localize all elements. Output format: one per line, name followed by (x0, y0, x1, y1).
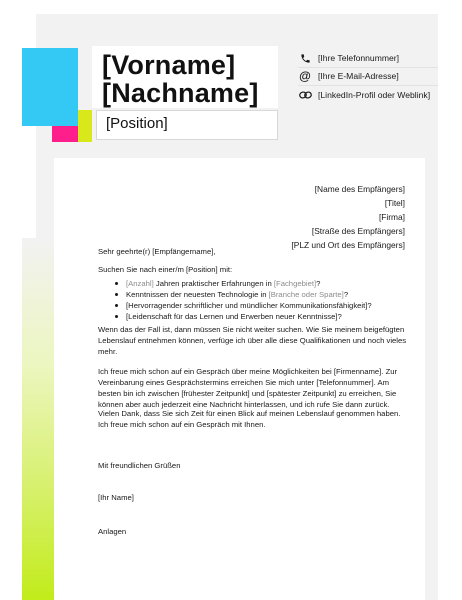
magenta-accent-block (52, 126, 78, 142)
bullet-icon (115, 293, 118, 296)
recipient-city[interactable]: [PLZ und Ort des Empfängers] (291, 240, 405, 250)
last-name[interactable]: [Nachname] (102, 78, 259, 108)
paragraph-qualifications[interactable]: Wenn das der Fall ist, dann müssen Sie nicht weiter suchen. Wie Sie meinem beigefügten Lebenslauf entnehmen können, verfüge ich über alle diese Qualifikationen und noch vieles mehr. (98, 325, 407, 356)
contact-email-row (298, 68, 399, 84)
phone-icon (298, 51, 312, 65)
bullet-icon (115, 282, 118, 285)
bullet-icon (115, 315, 118, 318)
recipient-name[interactable]: [Name des Empfängers] (314, 184, 405, 194)
contact-web-row (298, 87, 431, 103)
list-item[interactable]: [Leidenschaft für das Lernen und Erwerben neuer Kenntnisse]? (98, 311, 410, 322)
signature-name[interactable]: [Ihr Name] (98, 493, 134, 502)
paragraph-interview[interactable]: Ich freue mich schon auf ein Gespräch über meine Möglichkeiten bei [Firmenname]. Zur Vereinbarung eines Gesprächstermins erreichen Sie mich unter [Telefonnummer]. Am besten bin ich zwischen [frühester Zeitpunkt] und [spätester Zeitpunkt] zu erreichen, Sie können aber auch jederzeit eine Nachricht hinterlassen, und ich rufe Sie dann zurück. (98, 367, 398, 409)
contact-web[interactable]: [LinkedIn-Profil oder Weblink] (318, 90, 431, 100)
closing[interactable]: Mit freundlichen Grüßen (98, 461, 181, 470)
divider (298, 67, 438, 68)
divider (298, 85, 438, 86)
contact-email[interactable]: [Ihre E-Mail-Adresse] (318, 71, 399, 81)
position-title[interactable]: [Position] (106, 115, 168, 132)
contact-phone[interactable]: [Ihre Telefonnummer] (318, 53, 400, 63)
yellow-accent-block (78, 110, 92, 142)
paragraph-thanks[interactable]: Vielen Dank, dass Sie sich Zeit für einen Blick auf meinen Lebenslauf genommen haben. Ich freue mich schon auf ein Gespräch mit Ihnen. (98, 409, 401, 429)
bullet-icon (115, 304, 118, 307)
list-item[interactable]: [Anzahl] Jahren praktischer Erfahrungen in [Fachgebiet]? (98, 278, 410, 289)
contact-phone-row (298, 50, 400, 66)
recipient-street[interactable]: [Straße des Empfängers] (311, 226, 405, 236)
salutation[interactable]: Sehr geehrte(r) [Empfängername], (98, 247, 216, 256)
blue-accent-block (22, 48, 78, 126)
link-icon (298, 88, 312, 102)
at-sign-icon: @ (299, 69, 311, 83)
attachments-label[interactable]: Anlagen (98, 527, 127, 536)
lime-gradient-strip (22, 238, 54, 600)
list-item[interactable]: Kenntnissen der neuesten Technologie in [Branche oder Sparte]? (98, 289, 410, 300)
list-item[interactable]: [Hervorragender schriftlicher und mündlicher Kommunikationsfähigkeit]? (98, 300, 410, 311)
qualification-list (98, 278, 410, 322)
cover-letter (54, 158, 425, 600)
recipient-block (291, 182, 405, 252)
intro-line[interactable]: Suchen Sie nach einer/m [Position] mit: (98, 265, 233, 274)
recipient-title[interactable]: [Titel] (384, 198, 405, 208)
recipient-company[interactable]: [Firma] (378, 212, 405, 222)
first-name[interactable]: [Vorname] (102, 50, 236, 80)
